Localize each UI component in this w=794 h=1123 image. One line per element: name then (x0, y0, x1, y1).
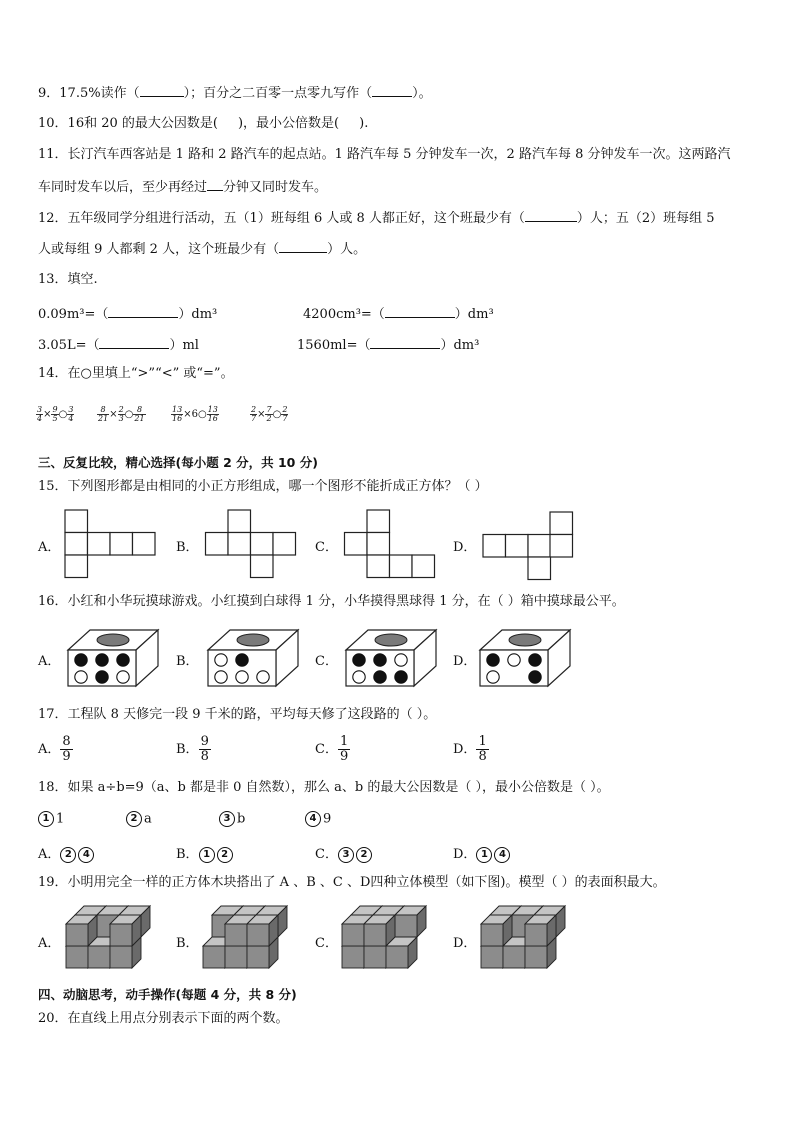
cube-front (247, 924, 269, 946)
section-3-heading: 三、反复比较，精心选择(每小题 2 分，共 10 分) (38, 455, 318, 470)
choice-item: 2 a (126, 811, 152, 827)
cube-front (342, 946, 364, 968)
option-c-label[interactable]: C． (315, 540, 338, 555)
compare-circle[interactable]: ○ (272, 409, 282, 420)
compare-circle[interactable]: ○ (197, 409, 207, 420)
compare-item: $\frac{3}{4}$ × $\frac{9}{5}$ ○ $\frac{3}{4}$ (37, 405, 74, 423)
fraction: $\frac{9}{8}$ (200, 734, 209, 764)
cube-front (481, 946, 503, 968)
fraction: $\frac{1}{8}$ (478, 734, 487, 764)
option-d-label[interactable]: D． (453, 936, 477, 951)
cube-front (66, 924, 88, 946)
question-13-title: 13．填空. (38, 272, 98, 287)
cube-front (503, 946, 525, 968)
compare-circle[interactable]: ○ (58, 409, 68, 420)
cube-front (525, 924, 547, 946)
cube-front (110, 924, 132, 946)
question-15: 15．下列图形都是由相同的小正方形组成，哪一个图形不能折成正方体？（ ） (38, 479, 488, 494)
choice-item: 4 9 (305, 811, 331, 827)
option-a[interactable]: A． $\frac{8}{9}$ (38, 734, 71, 764)
option-d[interactable]: D． 1 4 (453, 843, 512, 863)
option-a-label[interactable]: A． (38, 540, 61, 555)
option-b-label[interactable]: B． (176, 540, 199, 555)
choice-item: 1 1 (38, 811, 64, 827)
cube-model-c[interactable] (342, 906, 426, 968)
compare-item: $\frac{8}{21}$ × $\frac{2}{3}$ ○ $\frac{8}{21}$ (98, 405, 145, 423)
option-a-label[interactable]: A． (38, 936, 61, 951)
option-c-label[interactable]: C． (315, 936, 338, 951)
fraction: $\frac{1}{9}$ (339, 734, 349, 764)
cube-front (66, 946, 88, 968)
question-11-line1: 11．长汀汽车西客站是 1 路和 2 路汽车的起点站。1 路汽车每 5 分钟发车一次，2 路汽车每 8 分钟发车一次。这两路汽 (38, 147, 731, 162)
fraction: $\frac{8}{9}$ (62, 734, 71, 764)
cube-front (110, 946, 132, 968)
option-b[interactable]: B． 1 2 (176, 843, 235, 863)
cube-front (342, 924, 364, 946)
option-c[interactable]: C． 3 2 (315, 843, 374, 863)
cube-front (395, 915, 417, 937)
option-c-label[interactable]: C． (315, 654, 338, 669)
question-16: 16．小红和小华玩摸球游戏。小红摸到白球得 1 分，小华摸得黑球得 1 分，在（ ）箱中摸球最公平。 (38, 594, 625, 609)
question-18: 18．如果 a÷b=9（a、b 都是非 0 自然数），那么 a、b 的最大公因数是（ ），最小公倍数是（ ）。 (38, 780, 610, 795)
option-b-label[interactable]: B． (176, 936, 199, 951)
cube-front (386, 946, 408, 968)
option-b[interactable]: B． $\frac{9}{8}$ (176, 734, 209, 764)
cube-front (88, 946, 110, 968)
option-d-label[interactable]: D． (453, 540, 477, 555)
question-14-title: 14．在○里填上“>”“<” 或“=”。 (38, 366, 234, 381)
cube-model-a[interactable] (66, 906, 150, 968)
question-12-line2: 人或每组 9 人都剩 2 人，这个班最少有（ ）人。 (38, 242, 367, 257)
cube-front (225, 924, 247, 946)
option-b-label[interactable]: B． (176, 654, 199, 669)
question-9: 9．17.5%读作（ ）；百分之二百零一点零九写作（ ）。 (38, 86, 432, 101)
question-17: 17．工程队 8 天修完一段 9 千米的路，平均每天修了这段路的（ ）。 (38, 707, 437, 722)
cube-front (525, 946, 547, 968)
option-a[interactable]: A． 2 4 (38, 843, 96, 863)
question-10: 10．16和 20 的最大公因数是( )，最小公倍数是( ). (38, 116, 369, 131)
compare-item: $\frac{2}{7}$ × $\frac{7}{2}$ ○ $\frac{2}{7}$ (251, 405, 288, 423)
compare-circle[interactable]: ○ (124, 409, 134, 420)
question-11-line2: 车同时发车以后，至少再经过 分钟又同时发车。 (38, 180, 328, 195)
cube-front (364, 924, 386, 946)
option-d-label[interactable]: D． (453, 654, 477, 669)
option-d[interactable]: D． $\frac{1}{8}$ (453, 734, 487, 764)
choice-item: 3 b (219, 811, 245, 827)
cube-front (481, 924, 503, 946)
cube-model-b[interactable] (203, 906, 287, 968)
cube-front (225, 946, 247, 968)
q13-item: 4200cm³=（ ）dm³ (303, 307, 494, 322)
compare-item: $\frac{13}{16}$ ×6○ $\frac{13}{16}$ (172, 405, 218, 423)
question-19: 19．小明用完全一样的正方体木块搭出了 A 、B 、C 、D四种立体模型（如下图)。模型（ ）的表面积最大。 (38, 875, 666, 890)
option-a-label[interactable]: A． (38, 654, 61, 669)
cube-front (364, 946, 386, 968)
q13-item: 0.09m³=（ ）dm³ (38, 307, 218, 322)
section-4-heading: 四、动脑思考，动手操作(每题 4 分，共 8 分) (38, 987, 297, 1002)
q13-item: 1560ml=（ ）dm³ (297, 338, 480, 353)
option-c[interactable]: C． $\frac{1}{9}$ (315, 734, 349, 764)
q13-item: 3.05L=（ ）ml (38, 338, 199, 353)
cube-front (247, 946, 269, 968)
cube-model-d[interactable] (481, 906, 565, 968)
question-20: 20．在直线上用点分别表示下面的两个数。 (38, 1011, 289, 1026)
cube-front (203, 946, 225, 968)
question-12-line1: 12．五年级同学分组进行活动，五（1）班每组 6 人或 8 人都正好，这个班最少有（ ）人；五（2）班每组 5 (38, 211, 715, 226)
